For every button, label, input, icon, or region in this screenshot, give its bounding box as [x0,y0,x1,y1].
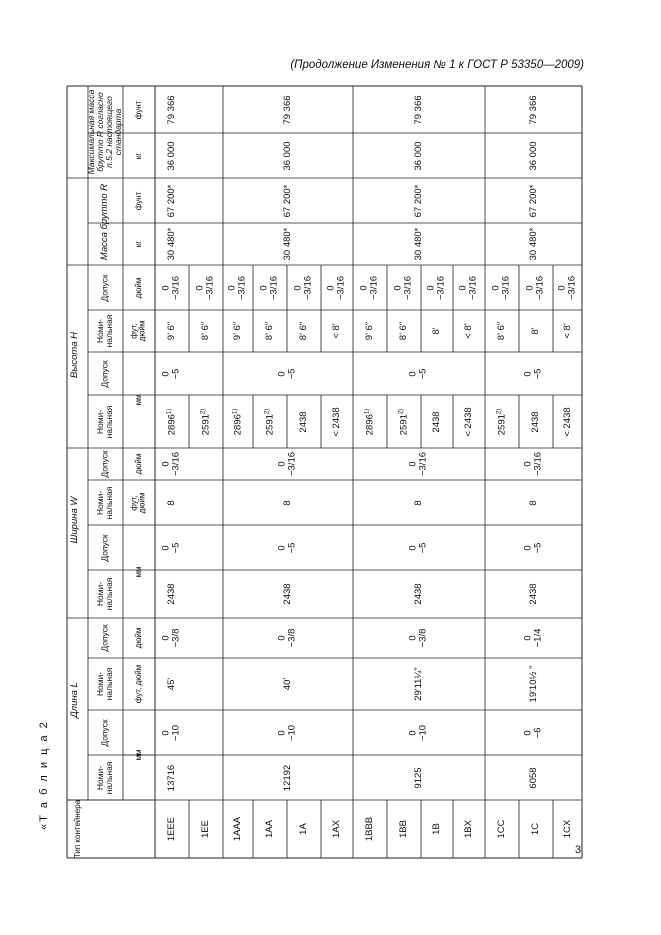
height-mm: 2591$^{2)}$ [200,408,212,435]
height-tolin-header: Допуск [99,273,110,302]
height-tol-in: 0 −3/16 [392,275,414,300]
max-lb-unit: фунт [133,100,143,119]
length-ft: 40' [282,677,294,691]
length-ft: 29'11¼" [413,667,425,701]
length-tol-in: 0 −1/4 [522,628,544,648]
max-kg: 36 000 [282,140,294,171]
height-ft: 8' 6" [398,321,410,341]
length-nominal-header: Номи- нальная [95,761,114,794]
width-ft: 8 [166,499,178,506]
width-mm: 2438 [282,583,294,605]
container-type: 1EEE [166,816,178,842]
container-type: 1A [298,823,310,835]
length-ft-header: Номи- нальная [95,667,114,701]
length-in-unit: дюйм [133,627,143,649]
height-mm: 2438 [431,410,443,433]
height-mm: 2438 [298,410,310,433]
height-tol-mm: 0 −5 [522,368,544,379]
height-tol-in: 0 −3/16 [524,275,546,300]
length-tol-mm: 0 −10 [276,724,298,741]
max-mass-header: Максимальная масса брутто R согласно п.5.2 настоящего стандарта [86,89,123,175]
max-kg: 36 000 [527,140,539,171]
gross-mass-header: Масса брутто R [99,183,111,261]
width-tol-mm: 0 −5 [522,542,544,553]
width-tol-in: 0 −3/16 [522,451,544,477]
width-mm-unit: мм [133,566,143,577]
width-tol-mm: 0 −5 [160,542,182,553]
container-type: 1BX [463,820,475,838]
length-mm: 6058 [527,766,539,789]
height-ft: 8' 6" [264,321,276,341]
container-type: 1CC [496,819,508,839]
gross-lb: 67 200* [282,184,294,217]
container-type: 1C [530,822,542,836]
container-type: 1BB [398,820,410,838]
max-lb: 79 366 [282,94,294,125]
height-ft: < 8' [561,323,573,339]
gross-kg-unit: кг [133,240,143,248]
length-mm-unit: мм [133,749,143,761]
height-tol-in: 0 −3/16 [358,275,380,300]
height-tol-mm: 0 −5 [407,368,429,379]
height-mm: < 2438 [331,406,343,437]
height-ft: < 8' [331,323,343,339]
height-tol-mm: 0 −5 [276,368,298,379]
max-lb: 79 366 [413,94,425,125]
max-lb: 79 366 [527,94,539,125]
container-type: 1AAA [232,816,244,842]
gross-kg: 30 480* [527,227,539,261]
length-tol-mm: 0 −10 [407,724,429,741]
height-mm: 2438 [530,410,542,433]
height-ft: 8' [530,327,542,335]
width-ft-header: Номи- нальная [95,486,114,519]
height-tol-in: 0 −3/16 [425,275,447,300]
gross-kg: 30 480* [282,227,294,261]
gross-lb: 67 200* [166,184,178,217]
gross-lb-unit: фунт [133,191,143,210]
height-tol-in: 0 −3/16 [457,275,479,300]
height-ft: 9' 6" [166,321,178,341]
length-mm: 12192 [282,764,294,791]
container-type: 1B [431,823,443,835]
width-tol-in: 0 −3/16 [407,451,429,477]
height-mm: 2896$^{1)}$ [364,408,376,435]
length-mm: 9125 [413,766,425,789]
length-ft: 45' [166,677,178,691]
length-tol-in: 0 −3/8 [160,628,182,648]
max-lb: 79 366 [166,94,178,125]
length-tol-header: Допуск [99,718,110,747]
height-tol-in: 0 −3/16 [226,275,248,300]
height-mm: 2591$^{2)}$ [264,408,276,435]
height-ft: 8' 6" [496,321,508,341]
height-header: Высота H [69,332,81,378]
page-number: 3 [575,844,582,856]
width-in-unit: дюйм [133,453,143,475]
height-tol-in: 0 −3/16 [325,275,347,300]
width-header: Ширина W [69,496,81,544]
height-ft: 8' 6" [200,321,212,341]
container-type: 1AA [264,820,276,838]
height-ft-header: Номи- нальная [95,314,114,348]
height-ft: 8' 6" [298,321,310,341]
height-mm: 2896$^{1)}$ [166,408,178,435]
height-tol-in: 0 −3/16 [258,275,280,300]
width-nominal-header: Номи- нальная [95,577,114,611]
height-mm: < 2438 [561,406,573,437]
width-ft: 8 [527,499,539,506]
height-ft: < 8' [463,323,475,339]
width-mm: 2438 [413,583,425,605]
max-kg: 36 000 [166,140,178,171]
max-kg: 36 000 [413,140,425,171]
width-ft: 8 [413,499,425,506]
height-nominal-header: Номи- нальная [95,405,114,438]
length-tol-in: 0 −3/8 [407,628,429,648]
page-header: (Продолжение Изменения № 1 к ГОСТ Р 53350—2009) [290,59,584,71]
height-tol-in: 0 −3/16 [556,275,578,300]
width-mm: 2438 [166,583,178,605]
container-type: 1AX [331,820,343,838]
width-tolin-header: Допуск [99,450,110,478]
width-tol-mm: 0 −5 [407,542,429,553]
height-mm: 2896$^{1)}$ [232,408,244,435]
length-ft-unit: фут, дюйм [133,664,143,704]
height-ft-unit: фут, дюйм [129,320,147,342]
length-tol-mm: 0 −10 [160,724,182,741]
gross-lb: 67 200* [527,184,539,217]
container-type: 1CX [561,819,573,839]
height-tol-in: 0 −3/16 [160,275,182,300]
gross-kg: 30 480* [166,227,178,261]
width-tol-in: 0 −3/16 [160,451,182,477]
height-ft: 9' 6" [364,321,376,341]
height-mm-unit: мм [133,394,143,406]
height-tol-in: 0 −3/16 [194,275,216,300]
type-header: Тип контейнера [72,799,82,859]
height-ft: 9' 6" [232,321,244,341]
width-tol-mm: 0 −5 [276,542,298,553]
height-in-unit: дюйм [133,277,143,298]
height-tol-mm: 0 −5 [160,368,182,379]
height-mm: < 2438 [463,406,475,437]
width-ft: 8 [282,499,294,506]
width-tol-header: Допуск [99,533,110,562]
gross-lb: 67 200* [413,184,425,217]
width-tol-in: 0 −3/16 [276,451,298,477]
container-type: 1BBB [364,816,376,842]
width-mm: 2438 [527,583,539,605]
length-header: Длина L [69,682,81,718]
length-tol-in: 0 −3/8 [276,628,298,648]
height-ft: 8' [431,327,443,335]
max-kg-unit: кг [133,152,143,159]
length-mm: 13716 [166,764,178,791]
width-ft-unit: фут, дюйм [129,492,147,513]
container-type: 1EE [200,820,212,838]
gross-kg: 30 480* [413,227,425,261]
height-mm: 2591$^{2)}$ [398,408,410,435]
height-mm: 2591$^{2)}$ [496,408,508,435]
table-caption: «Т а б л и ц а 2 [38,720,50,830]
length-tolin-header: Допуск [99,624,110,652]
height-tol-in: 0 −3/16 [292,275,314,300]
height-tol-in: 0 −3/16 [490,275,512,300]
length-ft: 19'10½ " [527,665,539,703]
height-tol-header: Допуск [99,359,110,388]
length-tol-mm: 0 −6 [522,727,544,738]
